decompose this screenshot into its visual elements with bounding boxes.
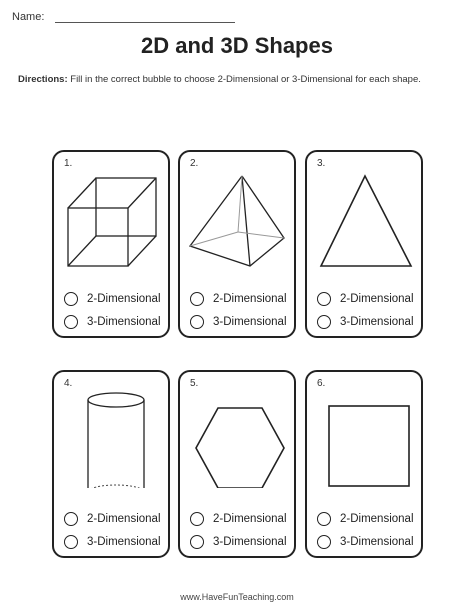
option-3d-label: 3-Dimensional <box>213 316 287 328</box>
option-2d[interactable] <box>317 510 414 528</box>
option-2d-label: 2-Dimensional <box>87 293 161 305</box>
option-2d[interactable] <box>190 290 287 308</box>
pyramid-icon <box>184 168 290 268</box>
option-3d[interactable] <box>64 313 161 331</box>
cylinder-icon <box>58 388 164 488</box>
shape-card-2 <box>178 150 296 338</box>
square-icon <box>311 388 417 488</box>
option-2d[interactable] <box>317 290 414 308</box>
option-2d[interactable] <box>190 510 287 528</box>
worksheet-title: 2D and 3D Shapes <box>141 33 333 58</box>
bubble-3d[interactable] <box>64 315 78 329</box>
option-3d-label: 3-Dimensional <box>340 316 414 328</box>
card-number: 4. <box>64 378 73 389</box>
shape-card-4 <box>52 370 170 558</box>
cube-icon <box>58 168 164 268</box>
shape-card-1 <box>52 150 170 338</box>
option-3d-label: 3-Dimensional <box>213 536 287 548</box>
option-3d-label: 3-Dimensional <box>87 316 161 328</box>
hexagon-icon <box>184 388 290 488</box>
option-2d-label: 2-Dimensional <box>340 293 414 305</box>
option-2d-label: 2-Dimensional <box>213 293 287 305</box>
bubble-2d[interactable] <box>190 292 204 306</box>
bubble-2d[interactable] <box>64 292 78 306</box>
bubble-3d[interactable] <box>64 535 78 549</box>
directions-label: Directions: <box>18 74 68 85</box>
option-3d[interactable] <box>64 533 161 551</box>
card-number: 1. <box>64 158 73 169</box>
option-2d-label: 2-Dimensional <box>213 513 287 525</box>
bubble-3d[interactable] <box>317 315 331 329</box>
option-2d-label: 2-Dimensional <box>87 513 161 525</box>
bubble-2d[interactable] <box>190 512 204 526</box>
option-3d[interactable] <box>190 313 287 331</box>
bubble-3d[interactable] <box>317 535 331 549</box>
shape-card-6 <box>305 370 423 558</box>
shape-card-3 <box>305 150 423 338</box>
name-line[interactable] <box>55 22 235 23</box>
footer-website: www.HaveFunTeaching.com <box>180 592 294 602</box>
option-3d-label: 3-Dimensional <box>87 536 161 548</box>
card-number: 2. <box>190 158 199 169</box>
name-label: Name: <box>12 11 45 23</box>
card-number: 5. <box>190 378 199 389</box>
option-3d[interactable] <box>317 313 414 331</box>
card-number: 6. <box>317 378 326 389</box>
option-2d[interactable] <box>64 510 161 528</box>
option-3d[interactable] <box>317 533 414 551</box>
directions-text: Fill in the correct bubble to choose 2-Dimensional or 3-Dimensional for each shape. <box>67 74 421 85</box>
bubble-3d[interactable] <box>190 535 204 549</box>
option-2d[interactable] <box>64 290 161 308</box>
bubble-2d[interactable] <box>64 512 78 526</box>
shape-card-5 <box>178 370 296 558</box>
bubble-2d[interactable] <box>317 512 331 526</box>
option-3d[interactable] <box>190 533 287 551</box>
option-2d-label: 2-Dimensional <box>340 513 414 525</box>
bubble-3d[interactable] <box>190 315 204 329</box>
directions <box>18 74 421 85</box>
option-3d-label: 3-Dimensional <box>340 536 414 548</box>
card-number: 3. <box>317 158 326 169</box>
bubble-2d[interactable] <box>317 292 331 306</box>
triangle-icon <box>311 168 417 268</box>
